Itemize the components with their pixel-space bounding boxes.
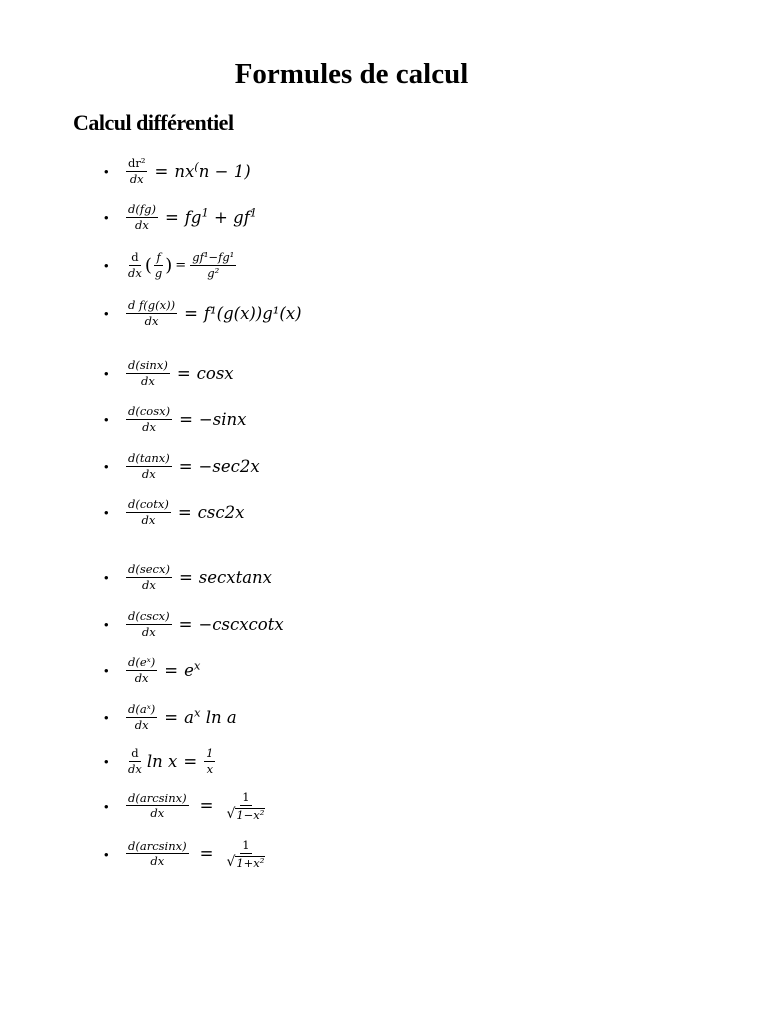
bullet: •: [104, 365, 109, 381]
numerator: d f(g(x)): [128, 297, 176, 312]
bullet: •: [104, 257, 109, 273]
fraction: [126, 656, 157, 684]
fraction: [126, 840, 189, 868]
list-item: [104, 151, 251, 191]
numerator: d(arcsinx): [128, 838, 187, 853]
denominator: dx: [141, 466, 156, 481]
rhs: csc2x: [197, 502, 245, 522]
bullet: •: [104, 163, 109, 179]
bullet: •: [104, 709, 109, 725]
list-item: [104, 604, 284, 644]
equals-sign: =: [179, 409, 193, 429]
inner-fraction: $\frac{f}{g}$: [154, 249, 163, 280]
denominator: dx: [141, 624, 156, 639]
result-fraction: $\frac{1}{x}$: [206, 745, 214, 776]
equals-sign: =: [176, 363, 191, 383]
formula-derivative-exp: [125, 656, 200, 684]
formula-derivative-csc: [125, 610, 284, 638]
equals-sign: =: [154, 161, 169, 181]
fraction: [126, 405, 172, 433]
formula-product-rule: [125, 203, 257, 231]
formula-derivative-tan: [125, 452, 260, 480]
fraction: [126, 792, 189, 820]
equals-sign: =: [164, 707, 179, 727]
page-title: Formules de calcul: [234, 58, 469, 90]
numerator: d(cosx): [128, 403, 171, 418]
rhs: nx(n − 1): [174, 159, 251, 181]
rhs: $a^x$ ln a: [184, 705, 237, 727]
bullet: •: [104, 569, 109, 585]
bullet: •: [104, 616, 109, 632]
list-item: [104, 399, 246, 439]
rhs: −cscxcotx: [198, 614, 284, 634]
denominator: dx: [142, 577, 156, 592]
denominator: dx: [129, 171, 144, 186]
rhs: $fg^1 + gf^1$: [184, 205, 258, 227]
equals-sign: =: [178, 567, 193, 587]
result-fraction: 1 √ 1−x²: [226, 790, 265, 822]
formula-derivative-cot: [125, 498, 244, 526]
fraction: [126, 563, 172, 591]
denominator: dx: [150, 854, 165, 869]
denominator: dx: [141, 512, 156, 527]
denominator: dx: [150, 806, 165, 821]
list-item: [104, 557, 272, 597]
bullet: •: [104, 662, 109, 678]
denominator: dx: [135, 217, 149, 232]
formula-derivative-arcsin: [125, 791, 268, 821]
numerator: d(aˣ): [128, 701, 156, 716]
list-item: [104, 834, 268, 874]
fraction: [126, 299, 177, 327]
fraction: [126, 203, 158, 231]
equals-sign: =: [183, 751, 198, 771]
bullet: •: [104, 504, 109, 520]
denominator: dx: [142, 419, 156, 434]
fraction: [126, 452, 172, 480]
equals-sign: =: [184, 303, 198, 323]
bullet: •: [104, 798, 109, 814]
bullet: •: [104, 846, 109, 862]
denominator: dx: [128, 265, 142, 280]
denominator: dx: [128, 761, 142, 776]
list-item: [104, 197, 257, 237]
fraction: [126, 747, 144, 775]
bullet: •: [104, 411, 109, 427]
numerator: d(cotx): [128, 496, 169, 511]
formula-power-rule: [125, 157, 251, 185]
denominator: dx: [144, 313, 159, 328]
denominator: dx: [134, 717, 149, 732]
result-fraction: 1 √ 1+x²: [226, 838, 265, 870]
formula-derivative-sec: [125, 563, 272, 591]
bullet: •: [104, 753, 109, 769]
bullet: •: [104, 305, 109, 321]
fraction: [126, 498, 171, 526]
list-item: [104, 650, 200, 690]
list-item: [104, 741, 216, 781]
equals-sign: =: [164, 207, 179, 227]
numerator: d(tanx): [128, 450, 170, 465]
rhs: −sec2x: [198, 456, 260, 476]
result-fraction: $\frac{\text{gf¹−fg¹}}{\text{g²}}$: [192, 249, 235, 280]
formula-derivative-ln: [125, 747, 216, 775]
equals-sign: =: [178, 456, 193, 476]
list-item: [104, 786, 268, 826]
equals-sign: =: [164, 660, 179, 680]
numerator: dr²: [128, 155, 146, 170]
square-root: √ 1+x²: [226, 853, 265, 870]
rhs: cosx: [196, 363, 234, 383]
formula-quotient-rule: [125, 251, 237, 279]
square-root: √ 1−x²: [226, 805, 265, 822]
fraction: [126, 157, 147, 185]
formula-derivative-sin: [125, 359, 234, 387]
rhs: $e^x$: [184, 658, 201, 680]
formula-derivative-power-a: [125, 703, 237, 731]
bullet: •: [104, 458, 109, 474]
fraction: [126, 359, 170, 387]
list-item: [104, 697, 237, 737]
rhs: −sinx: [198, 409, 247, 429]
ln-term: ln x: [146, 751, 178, 771]
left-paren: (: [144, 254, 152, 276]
numerator: d: [131, 745, 139, 760]
section-heading: Calcul différentiel: [73, 110, 234, 135]
equals-sign: =: [177, 502, 192, 522]
fraction: [126, 703, 157, 731]
equals-sign: =: [178, 614, 193, 634]
denominator: dx: [134, 670, 149, 685]
list-item: [104, 245, 237, 285]
formula-derivative-cos: [125, 405, 246, 433]
numerator: d(cscx): [128, 608, 170, 623]
numerator: d(secx): [128, 561, 170, 576]
formula-chain-rule: [125, 299, 302, 327]
equals-sign: =: [199, 844, 214, 864]
numerator: d(fg): [128, 201, 156, 216]
rhs: f¹(g(x))g¹(x): [203, 303, 302, 323]
fraction: [126, 251, 144, 279]
list-item: [104, 293, 302, 333]
bullet: •: [104, 209, 109, 225]
fraction: [126, 610, 172, 638]
numerator: d: [131, 249, 139, 264]
numerator: d(eˣ): [128, 654, 156, 669]
formula-derivative-arcsin-2: [125, 839, 268, 869]
list-item: [104, 353, 234, 393]
equals-sign: =: [199, 796, 214, 816]
numerator: d(sinx): [128, 357, 168, 372]
list-item: [104, 492, 244, 532]
rhs: secxtanx: [198, 567, 272, 587]
denominator: dx: [140, 373, 155, 388]
numerator: d(arcsinx): [128, 790, 187, 805]
right-paren: ): [165, 254, 173, 276]
list-item: [104, 446, 260, 486]
equals-sign: =: [175, 257, 187, 273]
